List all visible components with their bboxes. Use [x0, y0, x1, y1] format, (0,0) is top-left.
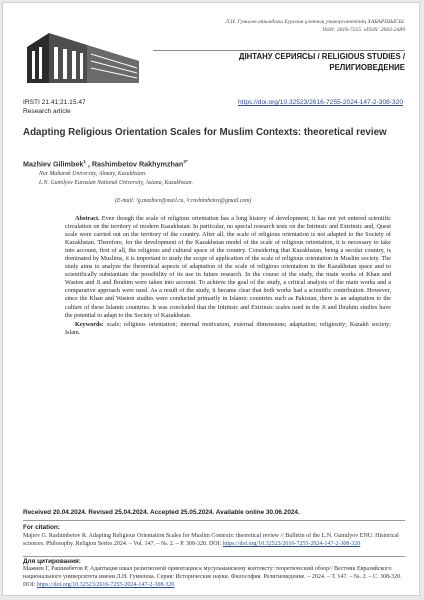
abstract-block: [65, 215, 391, 337]
article-type: Research article: [23, 108, 71, 115]
doi-link[interactable]: https://doi.org/10.32523/2616-7255-2024-147-2-308-320: [238, 99, 403, 106]
university-building-logo-icon: [23, 21, 143, 85]
publication-dates: Received 20.04.2024. Revised 25.04.2024. Accepted 25.05.2024. Available online 30.06.2024.: [23, 509, 300, 516]
abstract-paragraph: [65, 215, 391, 320]
series-title-line-1: ДІНТАНУ СЕРИЯСЫ / RELIGIOUS STUDIES /: [238, 52, 405, 61]
author-name-1: Mazhiev Gilimbek: [23, 159, 84, 169]
citation-heading-en: For citation:: [23, 524, 60, 531]
abstract-text: Even though the scale of religious orientation has a long history of development, it has not yet entered scientific circulation on the territory of modern Kazakhstan. In particular, no special research tests on the Intrinsic and Extrinsic and, Quest scale were carried out on the territory of the country. After all, the scale of religious orientation is not adapted to the Society of Kazakhstan. Therefore, for the development of the Kazakhstan model of the scale of religious orientation, it is necessary to take into account, first of all, the religious and cultural space of the country. Considering that Kazakhstan, being a secular country, is dominated by Muslims, it is important to study the scope of application of the scale of religious orientation in Muslim society. The study aims to analyze the theoretical aspects of adaptation of the scale of religious orientation in the Kazakhstan space and to scientifically substantiate the possibility of its use in future research. In the course of the study, the main works of Khan and Waston and Ji and Ibrahim were taken into account. To achieve the goal of the study, a critical analysis of the main works and a comparative approach were used. As a result of the study, it became clear that both works had a scientific contribution. However, since the Khan and Waston studies were conducted primarily in Islamic countries such as Pakistan, there is an adaptation to the culture of these Islamic countries. It was concluded that the Intrinsic and Extrinsic scales used in the Ji and Ibrahim studies have the potential to adapt to the Society of Kazakhstan.: [65, 215, 391, 319]
series-title: [153, 51, 405, 73]
citation-ru-doi-link[interactable]: https://doi.org/10.32523/2616-7255-2024-147-2-308-320: [36, 581, 175, 588]
author-separator: ,: [87, 159, 90, 169]
citation-ru-text: Мажиев Г, Рашимбетов Р. Адаптация шкал религиозной ориентации к мусульманскому контексту: теоретический обзор// Вестник Евразийского национального университета имени Л.Н. Гумилева. Серия: Исторические науки. Философия. Религиоведение. – 2024. – Т. 147. – №. 2. – С. 308-320. DOI:: [23, 566, 402, 588]
journal-page: [2, 2, 420, 596]
irsti-code: IRSTI 21.41;21.15.47: [23, 99, 86, 106]
affiliation-1: Nur Mubarak University, Almaty, Kazakhstan.: [39, 171, 147, 177]
keywords-paragraph: [65, 321, 391, 337]
dates-divider: [23, 520, 405, 521]
abstract-label: Abstract.: [75, 215, 100, 222]
keywords-text: scale; religious orientation; internal motivation, external dimensions; adaptation; religiosity; Kazakh society; Islam.: [65, 320, 391, 336]
journal-name-line: Л.Н. Гумилев атындағы Еуразия ұлттық университетінің ХАБАРШЫСЫ.: [225, 19, 405, 25]
author-2-affiliation-mark: 2*: [183, 159, 188, 164]
citation-ru: [23, 566, 403, 590]
series-title-line-2: РЕЛИГИОВЕДЕНИЕ: [329, 63, 405, 72]
keywords-label: Keywords:: [75, 320, 104, 328]
citation-en-doi-link[interactable]: https://doi.org/10.32523/2616-7255-2024-147-2-308-320: [222, 540, 361, 547]
author-emails: (E-mail: ¹g.mazhiev@mail.ru, ²r.rashimbetov@gmail.com): [115, 198, 252, 204]
article-title: Adapting Religious Orientation Scales for Muslim Contexts: theoretical review: [23, 127, 387, 138]
citation-en: [23, 533, 403, 549]
citation-en-text: Majiev G. Rashimbetov R. Adapting Religious Orientation Scales for Muslim Contexts: theoretical review // Bulletin of the L.N. Gumilyov ENU. Historical sciences. Philosophy. Religion Series 2024. – Vol. 147. – №. 2. – P. 308-320. DOI:: [23, 533, 399, 547]
author-name-2: Rashimbetov Rakhymzhan: [91, 159, 184, 169]
issn-line: ISSN: 2616-7255. eISSN: 2663-2489: [322, 27, 405, 33]
citation-heading-ru: Для цитирования:: [23, 558, 81, 565]
citation-divider: [23, 556, 405, 557]
author-1-affiliation-mark: 1: [83, 159, 86, 164]
author-list: [23, 157, 188, 168]
affiliation-2: L.N. Gumilyov Eurasian National University, Astana, Kazakhstan.: [39, 180, 193, 186]
